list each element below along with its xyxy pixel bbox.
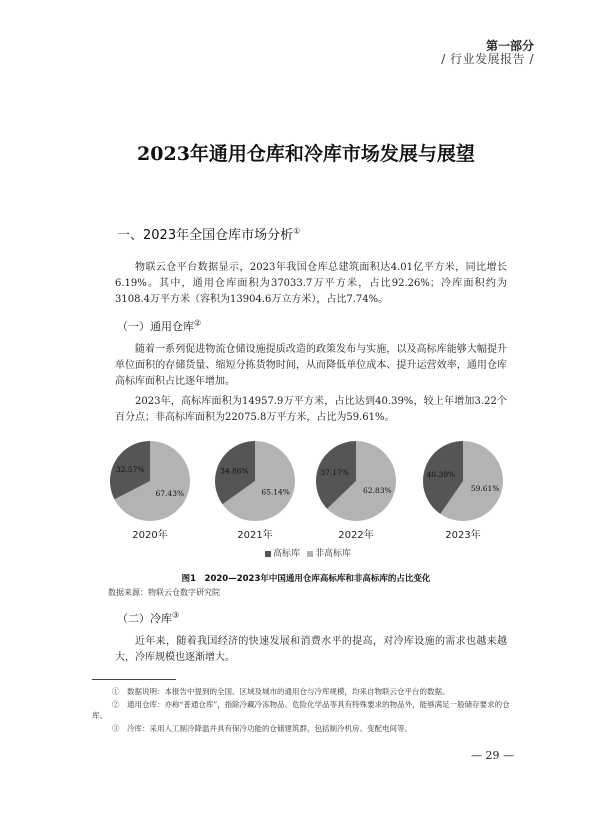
footnote-mark[interactable]: ① <box>293 226 301 236</box>
part-title: 第一部分 <box>485 39 534 53</box>
data-label-normal: 62.83% <box>363 486 392 496</box>
pie-chart-2020 <box>109 440 191 541</box>
paragraph-intro: 物联云仓平台数据显示，2023年我国仓库总建筑面积达4.01亿平方米，同比增长6.19%。其中，通用仓库面积为37033.7万平方米，占比92.26%；冷库面积约为3108.4万平方米（容积为13904.6万立方米），占比7.74%。 <box>115 262 507 305</box>
chart-title: 2020年 <box>132 530 168 541</box>
legend-swatch-high <box>265 551 271 557</box>
figure-caption: 图1 2020—2023年中国通用仓库高标库和非高标库的占比变化 <box>181 574 431 584</box>
chart-title: 2021年 <box>237 530 273 541</box>
figure-source: 数据来源：物联云仓数字研究院 <box>108 588 220 597</box>
chart-title: 2022年 <box>338 530 374 541</box>
pie-svg <box>315 440 397 522</box>
footnote-mark[interactable]: ③ <box>172 610 180 620</box>
legend-label-high: 高标库 <box>273 549 301 559</box>
pie-chart-2022 <box>315 440 397 541</box>
data-label-high: 32.57% <box>115 464 145 474</box>
pie-chart-2023 <box>422 440 504 541</box>
subsection-heading-text: （二）冷库 <box>117 612 172 625</box>
data-label-normal: 65.14% <box>261 487 290 497</box>
pie-svg <box>422 440 504 522</box>
part-subtitle: / 行业发展报告 / <box>441 52 534 66</box>
page-number: — 29 — <box>471 749 514 762</box>
footnote-mark[interactable]: ② <box>194 318 202 328</box>
chart-legend <box>0 546 612 559</box>
data-label-normal: 67.43% <box>155 489 185 499</box>
data-label-high: 37.17% <box>320 467 349 477</box>
pie-chart-2021 <box>214 440 296 541</box>
page-title: 2023年通用仓库和冷库市场发展与展望 <box>137 143 475 165</box>
section-heading-text: 一、2023年全国仓库市场分析 <box>117 228 294 243</box>
paragraph-cold-storage: 近年来，随着我国经济的快速发展和消费水平的提高，对冷库设施的需求也越来越大，冷库规模也逐渐增大。 <box>115 636 507 663</box>
subsection-heading-text: （一）通用仓库 <box>117 320 194 333</box>
legend-swatch-normal <box>307 551 313 557</box>
data-label-high: 34.86% <box>220 466 249 476</box>
data-label-normal: 59.61% <box>470 483 500 493</box>
footnote-1: ① 数据说明：本报告中提到的全国、区域及城市的通用仓与冷库规模，均来自物联云仓平台的数据。 <box>112 687 450 696</box>
paragraph-policy: 随着一系列促进物流仓储设施提质改造的政策发布与实施，以及高标库能够大幅提升单位面积的存储货量、缩短分拣货物时间，从而降低单位成本、提升运营效率，通用仓库高标库面积占比逐年增加。 <box>115 344 507 387</box>
footnote-divider <box>92 679 176 680</box>
pie-svg <box>214 440 296 522</box>
data-label-high: 40.39% <box>426 470 456 480</box>
subsection-heading-general <box>117 318 201 334</box>
chart-title: 2023年 <box>445 530 481 541</box>
paragraph-2023-stats: 2023年，高标库面积为14957.9万平方米，占比达到40.39%，较上年增加3.22个百分点；非高标库面积为22075.8万平方米，占比为59.61%。 <box>115 396 507 423</box>
footnote-2: ② 通用仓库：亦称“普通仓库”，指除冷藏冷冻物品、危险化学品等具有特殊要求的物品外，能够满足一般储存要求的仓库。 <box>92 700 510 720</box>
legend-label-normal: 非高标库 <box>314 549 351 559</box>
pie-charts <box>104 440 504 556</box>
footnote-3: ③ 冷库：采用人工制冷降温并具有保冷功能的仓储建筑群，包括制冷机房、变配电间等。 <box>112 724 412 733</box>
section-heading <box>117 224 300 243</box>
subsection-heading-cold <box>117 610 179 626</box>
pie-svg <box>109 440 191 522</box>
